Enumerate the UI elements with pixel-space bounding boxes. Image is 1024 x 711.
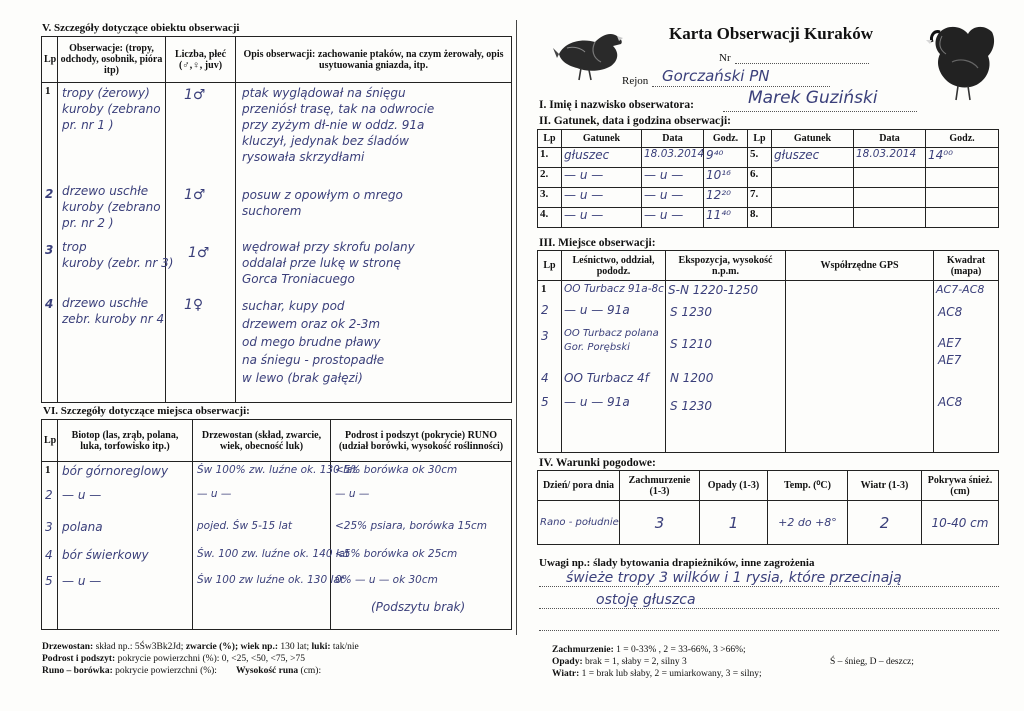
iv-col-pokrywa: Pokrywa śnież. (cm) (922, 471, 999, 501)
legend-wiek-text: 130 lat; (278, 642, 312, 652)
uwagi-title: Uwagi np.: ślady bytowania drapieżników, inne zagrożenia (539, 557, 815, 569)
ii-col-godz-a: Godz. (704, 130, 748, 148)
v-row2-lp: 2 (45, 187, 54, 201)
section-iii-table (537, 250, 999, 453)
v-row1-obs-line1: tropy (żerowy) (62, 86, 150, 100)
iv-temp-value[interactable]: +2 do +8° (768, 501, 848, 545)
iii-col-ekspozycja: Ekspozycja, wysokość n.p.m. (666, 251, 786, 281)
iii-row1-ekspozycja[interactable]: S-N 1220-1250 (668, 283, 759, 297)
iii-col-lesnictwo: Leśnictwo, oddział, pododz. (562, 251, 666, 281)
vi-col-biotop: Biotop (las, zrąb, polana, luka, torfowisko itp.) (58, 420, 193, 462)
legend-luki-key: luki: (311, 642, 331, 652)
section-v-title: V. Szczegóły dotyczące obiektu obserwacji (42, 22, 240, 34)
ii-row4-lp: 4. (538, 208, 562, 228)
ii-col-lp-b: Lp (748, 130, 772, 148)
rejon-label: Rejon (622, 75, 649, 87)
vi-row2-drzewostan: — u — (197, 488, 232, 500)
legend-drzewostan-key: Drzewostan: (42, 642, 94, 652)
ii-col-lp-a: Lp (538, 130, 562, 148)
v-row1-desc-line1: ptak wyglądował na śnięgu (242, 86, 406, 100)
legend-luki-text: tak/nie (330, 642, 359, 652)
vi-row1-biotop: bór górnoreglowy (62, 464, 169, 478)
legend-wysokosc-text: (cm): (298, 666, 322, 676)
ii-row5-lp: 5. (748, 148, 772, 168)
iv-zachmurzenie-value[interactable]: 3 (620, 501, 700, 545)
vi-row5-lp: 5 (45, 574, 53, 588)
nr-field[interactable] (735, 63, 869, 64)
v-row4-desc-line4: na śniegu - prostopadłe (242, 353, 385, 367)
v-row2-count: 1♂ (184, 187, 206, 203)
vi-row1-lp: 1 (45, 464, 51, 476)
ii-row2-gatunek[interactable]: — u — (562, 168, 642, 188)
v-row3-desc-line3: Gorca Troniacuego (242, 272, 355, 286)
uwagi-line-3 (539, 630, 999, 631)
v-row4-desc-line5: w lewo (brak gałęzi) (242, 371, 363, 385)
ii-col-godz-b: Godz. (926, 130, 999, 148)
v-row1-obs-line2: kuroby (zebrano (62, 102, 161, 116)
iii-row1-kwadrat[interactable]: AC7-AC8 (936, 283, 985, 296)
ii-row5-godz[interactable]: 14⁰⁰ (926, 148, 999, 168)
iii-row5-lp: 5 (541, 395, 549, 409)
legend-wiatr-key: Wiatr: (552, 669, 580, 679)
vi-row2-lp: 2 (45, 488, 53, 502)
iii-lesnictwo-cell (562, 281, 666, 453)
left-legend (42, 641, 359, 677)
v-row4-lp: 4 (45, 297, 54, 311)
ii-row3-data[interactable]: — u — (642, 188, 704, 208)
legend-wiek-key: wiek np.: (240, 642, 278, 652)
vi-row4-drzewostan: Św. 100 zw. luźne ok. 140 lat (197, 548, 350, 560)
v-row4-desc-line2: drzewem oraz ok 2-3m (242, 317, 381, 331)
iv-opady-value[interactable]: 1 (700, 501, 768, 545)
vi-row5-biotop: — u — (62, 574, 102, 588)
section-ii-title: II. Gatunek, data i godzina obserwacji: (539, 115, 731, 127)
iii-kwadrat-cell (934, 281, 999, 453)
iii-row2-ekspozycja[interactable]: S 1230 (670, 305, 712, 319)
iii-col-lp: Lp (538, 251, 562, 281)
v-row2-obs-line3: pr. nr 2 ) (62, 216, 114, 230)
ii-row5-data[interactable]: 18.03.2014 (854, 148, 926, 168)
ii-row5-gatunek[interactable]: głuszec (772, 148, 854, 168)
legend-wysokosc-key: Wysokość runa (235, 666, 299, 676)
vi-lp-cell (42, 462, 58, 630)
section-ii-table (537, 129, 999, 228)
v-row4-count: 1♀ (184, 297, 204, 313)
iii-col-gps: Współrzędne GPS (786, 251, 934, 281)
ii-row7-data[interactable] (854, 188, 926, 208)
v-row1-desc-line3: przy zyżym dł-nie w oddz. 91a (242, 118, 425, 132)
vi-podrost-cell (331, 462, 512, 630)
ii-row8-lp: 8. (748, 208, 772, 228)
iii-row1-lesnictwo[interactable]: OO Turbacz 91a-8c (564, 283, 664, 295)
section-iv-table (537, 470, 999, 545)
v-row1-count: 1♂ (184, 87, 206, 103)
legend-wiatr-text: 1 = brak lub słaby, 2 = umiarkowany, 3 = silny; (579, 669, 762, 679)
iii-row4-lesnictwo[interactable]: OO Turbacz 4f (564, 371, 649, 385)
v-count-cell (166, 83, 236, 403)
vi-row1-podrost: <5% borówka ok 30cm (335, 464, 458, 476)
iii-row4-lp: 4 (541, 371, 549, 385)
vi-row3-lp: 3 (45, 520, 53, 534)
vi-col-lp: Lp (42, 420, 58, 462)
iii-ekspozycja-cell (666, 281, 786, 453)
v-row2-obs-line1: drzewo uschłe (62, 184, 149, 198)
v-row1-desc-line4: kluczył, jedynak bez śladów (242, 134, 409, 148)
vi-row5-drzewostan: Św 100 zw luźne ok. 130 lat (197, 574, 344, 586)
iii-row5-kwadrat[interactable]: AC8 (938, 395, 963, 409)
v-row3-desc-line1: wędrował przy skrofu polany (242, 240, 415, 254)
nr-label: Nr (719, 52, 731, 64)
col-observations: Obserwacje: (tropy, odchody, osobnik, pióra itp) (58, 37, 166, 83)
v-row4-desc-line3: od mego brudne pławy (242, 335, 381, 349)
col-count-sex: Liczba, płeć (♂,♀, juv) (166, 37, 236, 83)
v-row3-obs-line2: kuroby (zebr. nr 3) (62, 256, 174, 270)
v-row1-lp: 1 (45, 85, 51, 97)
vi-col-drzewostan: Drzewostan (skład, zwarcie, wiek, obecność luk) (193, 420, 331, 462)
v-row1-obs-line3: pr. nr 1 ) (62, 118, 114, 132)
ii-row3-godz[interactable]: 12²⁰ (704, 188, 748, 208)
legend-zwarcie-key: zwarcie (%); (185, 642, 239, 652)
vi-podszyt-note: (Podszytu brak) (371, 600, 466, 614)
fold-divider (516, 20, 517, 635)
iii-row5-ekspozycja[interactable]: S 1230 (670, 399, 712, 413)
vi-col-podrost: Podrost i podszyt (pokrycie) RUNO (udział borówki, wysokość roślinności) (331, 420, 512, 462)
ii-row6-godz[interactable] (926, 168, 999, 188)
vi-row5-podrost: 0% — u — ok 30cm (335, 574, 438, 586)
ii-row2-lp: 2. (538, 168, 562, 188)
ii-row6-lp: 6. (748, 168, 772, 188)
ii-row1-data[interactable]: 18.03.2014 (642, 148, 704, 168)
iv-col-zachmurzenie: Zachmurzenie (1-3) (620, 471, 700, 501)
iv-dzien-value[interactable]: Rano - południe (538, 501, 620, 545)
uwagi-line-2 (539, 608, 999, 609)
v-row1-desc-line2: przeniósł trasę, tak na odwrocie (242, 102, 435, 116)
capercaillie-display-icon (922, 22, 1000, 102)
v-row2-obs-line2: kuroby (zebrano (62, 200, 161, 214)
section-v-table (41, 36, 512, 403)
legend-zachmurzenie-text: 1 = 0-33% , 2 = 33-66%, 3 >66%; (613, 645, 746, 655)
vi-row4-podrost: <5% borówka ok 25cm (335, 548, 458, 560)
ii-row1-godz[interactable]: 9⁴⁰ (704, 148, 748, 168)
iii-row3-lp: 3 (541, 329, 549, 343)
legend-zachmurzenie-key: Zachmurzenie: (552, 645, 614, 655)
v-row3-obs-line1: trop (62, 240, 87, 254)
iii-lp-cell (538, 281, 562, 453)
v-row4-obs-line2: zebr. kuroby nr 4 (62, 312, 165, 326)
iii-gps-cell[interactable] (786, 281, 934, 453)
ii-col-data-a: Data (642, 130, 704, 148)
iv-col-opady: Opady (1-3) (700, 471, 768, 501)
iii-row2-lp: 2 (541, 303, 549, 317)
section-vi-table (41, 419, 512, 630)
legend-opady-key: Opady: (552, 657, 583, 667)
legend-runo-key: Runo – borówka: (42, 666, 113, 676)
ii-col-data-b: Data (854, 130, 926, 148)
iv-col-dzien: Dzień/ pora dnia (538, 471, 620, 501)
vi-row4-lp: 4 (45, 548, 53, 562)
observer-field-line (723, 111, 917, 112)
iii-row5-lesnictwo[interactable]: — u — 91a (564, 395, 630, 409)
legend-podrost-text: pokrycie powierzchni (%): 0, <25, <50, <75, >75 (115, 654, 305, 664)
ii-row6-data[interactable] (854, 168, 926, 188)
v-row3-desc-line2: oddalał prze lukę w stronę (242, 256, 401, 270)
iv-pokrywa-value[interactable]: 10-40 cm (922, 501, 999, 545)
ii-row4-data[interactable]: — u — (642, 208, 704, 228)
iv-col-temp: Temp. (⁰C) (768, 471, 848, 501)
iii-row2-lesnictwo[interactable]: — u — 91a (564, 303, 630, 317)
ii-row6-gatunek[interactable] (772, 168, 854, 188)
ii-row3-lp: 3. (538, 188, 562, 208)
v-row1-desc-line5: rysowała skrzydłami (242, 150, 365, 164)
vi-row2-biotop: — u — (62, 488, 102, 502)
iii-col-kwadrat: Kwadrat (mapa) (934, 251, 999, 281)
iii-row3-ekspozycja[interactable]: S 1210 (670, 337, 712, 351)
v-lp-cell (42, 83, 58, 403)
iii-row2-kwadrat[interactable]: AC8 (938, 305, 963, 319)
ii-row4-godz[interactable]: 11⁴⁰ (704, 208, 748, 228)
vi-row3-biotop: polana (62, 520, 103, 534)
ii-row8-gatunek[interactable] (772, 208, 854, 228)
iv-wiatr-value[interactable]: 2 (848, 501, 922, 545)
uwagi-text-2[interactable]: ostoję głuszca (596, 592, 696, 608)
card-title: Karta Obserwacji Kuraków (669, 24, 873, 43)
section-iii-title: III. Miejsce obserwacji: (539, 237, 656, 249)
vi-biotop-cell (58, 462, 193, 630)
right-legend (552, 644, 762, 680)
uwagi-line-1 (539, 586, 999, 587)
iii-row3-kwadrat[interactable]: AE7 AE7 (938, 336, 962, 367)
section-i-title: I. Imię i nazwisko obserwatora: (539, 99, 694, 111)
legend-runo-text: pokrycie powierzchni (%): (112, 666, 236, 676)
col-lp: Lp (42, 37, 58, 83)
v-row3-lp: 3 (45, 243, 54, 257)
ii-col-gatunek-b: Gatunek (772, 130, 854, 148)
v-row2-desc-line1: posuw z opowłym o mrego (242, 188, 403, 202)
legend-drzewostan-text: skład np.: 5Św3Bk2Jd; (93, 642, 186, 652)
ii-row8-godz[interactable] (926, 208, 999, 228)
vi-row2-podrost: — u — (335, 488, 370, 500)
ii-row2-data[interactable]: — u — (642, 168, 704, 188)
legend-opady-text: brak = 1, słaby = 2, silny 3 (582, 657, 687, 667)
iii-row3-lesnictwo[interactable]: OO Turbacz polana Gor. Porębski (564, 328, 659, 353)
rejon-field-line (652, 86, 830, 87)
iii-row4-ekspozycja[interactable]: N 1200 (670, 371, 714, 385)
ii-row7-lp: 7. (748, 188, 772, 208)
rejon-value[interactable]: Gorczański PN (662, 67, 770, 85)
legend-podrost-key: Podrost i podszyt: (42, 654, 116, 664)
v-desc-cell (236, 83, 512, 403)
v-row3-count: 1♂ (188, 245, 210, 261)
ii-col-gatunek-a: Gatunek (562, 130, 642, 148)
v-row2-desc-line2: suchorem (242, 204, 302, 218)
ii-row7-gatunek[interactable] (772, 188, 854, 208)
iii-row1-lp: 1 (541, 283, 547, 295)
vi-row3-podrost: <25% psiara, borówka 15cm (335, 520, 488, 532)
v-row4-obs-line1: drzewo uschłe (62, 296, 149, 310)
vi-row1-drzewostan: Św 100% zw. luźne ok. 130 lat (197, 464, 357, 476)
section-vi-title: VI. Szczegóły dotyczące miejsca obserwacji: (43, 405, 250, 417)
col-description: Opis obserwacji: zachowanie ptaków, na czym żerowały, opis usytuowania gniazda, itp. (236, 37, 512, 83)
legend-snow: Ś – śnieg, D – deszcz; (830, 657, 914, 667)
uwagi-text[interactable]: świeże tropy 3 wilków i 1 rysia, które przecinają (566, 570, 902, 586)
observer-value[interactable]: Marek Guziński (748, 88, 878, 108)
capercaillie-icon (551, 24, 637, 82)
v-row4-desc-line1: suchar, kupy pod (242, 299, 345, 313)
ii-row1-gatunek[interactable]: głuszec (562, 148, 642, 168)
vi-drzewostan-cell (193, 462, 357, 630)
vi-row3-drzewostan: pojed. Św 5-15 lat (197, 520, 293, 532)
vi-row4-biotop: bór świerkowy (62, 548, 149, 562)
ii-row1-lp: 1. (538, 148, 562, 168)
ii-row4-gatunek[interactable]: — u — (562, 208, 642, 228)
ii-row2-godz[interactable]: 10¹⁶ (704, 168, 748, 188)
ii-row8-data[interactable] (854, 208, 926, 228)
ii-row3-gatunek[interactable]: — u — (562, 188, 642, 208)
v-obs-cell (58, 83, 174, 403)
ii-row7-godz[interactable] (926, 188, 999, 208)
section-iv-title: IV. Warunki pogodowe: (539, 457, 656, 469)
iv-col-wiatr: Wiatr (1-3) (848, 471, 922, 501)
